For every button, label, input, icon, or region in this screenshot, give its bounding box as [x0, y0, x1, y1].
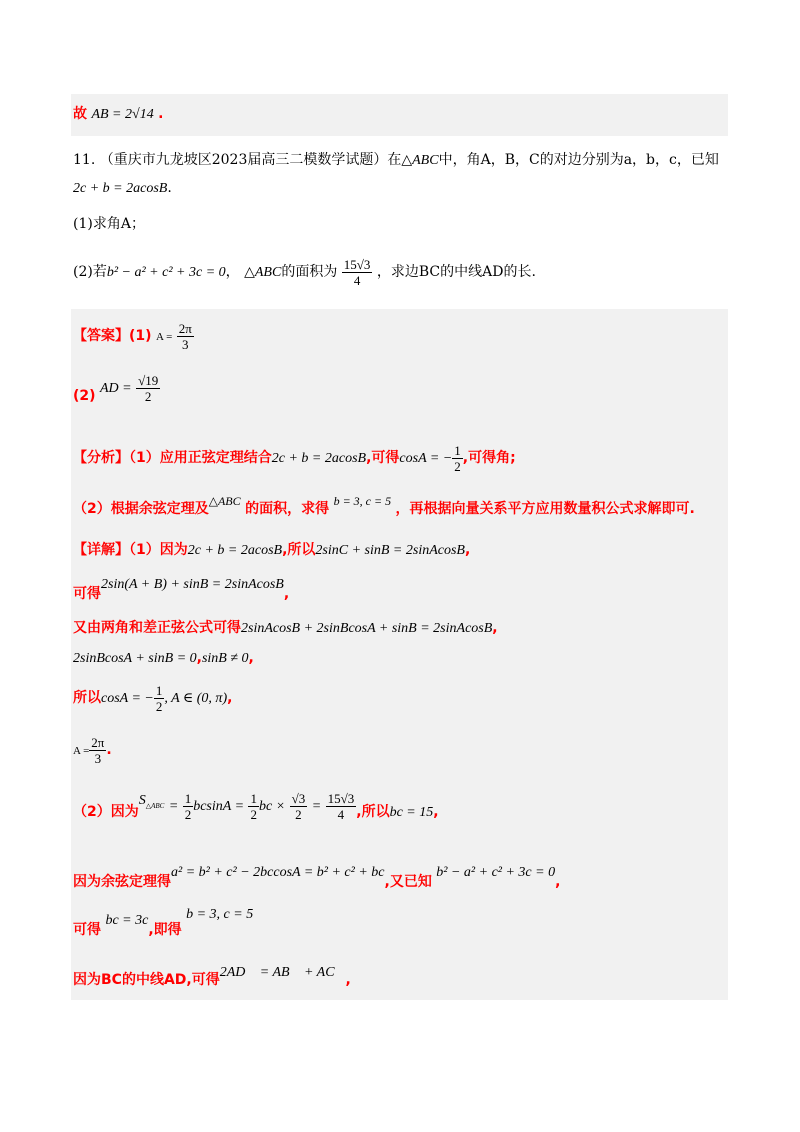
detail-line8: 因为余弦定理得a² = b² + c² − 2bccosA = b² + c² + bc,又已知 b² − a² + c² + 3c = 0, — [73, 865, 561, 890]
problem-number: 11. — [73, 152, 96, 168]
analysis-label: 【分析】（1）应用正弦定理结合 — [73, 450, 272, 466]
formula-ab: AB = 2√14 — [91, 107, 154, 122]
problem-part2: (2)若b² − a² + c² + 3c = 0， △ABC的面积为 $\frac{15√3}{4}$ ，求边BC的中线AD的长. — [73, 256, 536, 288]
previous-conclusion: 故 AB = 2√14 . — [73, 106, 164, 122]
detail-line3: 又由两角和差正弦公式可得2sinAcosB + 2sinBcosA + sinB = 2sinAcosB, — [73, 620, 498, 636]
analysis-line2: （2）根据余弦定理及△ABC 的面积，求得 b = 3, c = 5 ，再根据向量关系平方应用数量积公式求解即可. — [73, 494, 695, 517]
detail-line9: 可得 bc = 3c,即得 b = 3, c = 5 — [73, 907, 254, 938]
answer-label: 【答案】(1) — [73, 328, 152, 344]
answer-part1: 【答案】(1) A = $\frac{2\pi}{3}$ — [73, 320, 192, 352]
detail-line1: 【详解】（1）因为2c + b = 2acosB,所以2sinC + sinB = 2sinAcosB, — [73, 542, 471, 558]
problem-condition: 2c + b = 2acosB. — [73, 180, 172, 196]
detail-line6: A = $\frac{2\pi}{3}$ . — [73, 734, 112, 766]
analysis-line1: 【分析】（1）应用正弦定理结合2c + b = 2acosB,可得cosA = − $\frac{1}{2}$ ,可得角; — [73, 442, 516, 474]
answer-part2: (2) AD = $\frac{√19}{2}$ — [73, 372, 159, 404]
detail-line4: 2sinBcosA + sinB = 0,sinB ≠ 0, — [73, 650, 254, 666]
detail-line7: （2）因为$S_{\triangle ABC}$ = $\frac{1}{2}$ bcsinA = $\frac{1}{2}$ bc × $\frac{√3}{2}$ = $\frac{15√3}{4}$ ,所以bc = 15, — [73, 790, 439, 822]
previous-answer-block — [71, 94, 728, 136]
detail-line10: 因为BC的中线AD,可得2AD⃗ = AB⃗ + AC⃗, — [73, 965, 351, 988]
area-fraction: $\frac{15√3}{4}$ — [343, 256, 371, 288]
problem-statement: 11. （重庆市九龙坡区2023届高三二模数学试题）在△ABC中，角A，B，C的对边分别为a，b，c，已知 — [73, 152, 719, 168]
detail-label: 【详解】（1）因为 — [73, 542, 188, 558]
problem-source: （重庆市九龙坡区2023届高三二模数学试题）在 — [99, 152, 402, 168]
problem-part1: (1)求角A； — [73, 216, 145, 232]
detail-line2: 可得2sin(A + B) + sinB = 2sinAcosB, — [73, 577, 290, 602]
detail-line5: 所以cosA = − $\frac{1}{2}$ , A ∈ (0, π), — [73, 682, 233, 714]
